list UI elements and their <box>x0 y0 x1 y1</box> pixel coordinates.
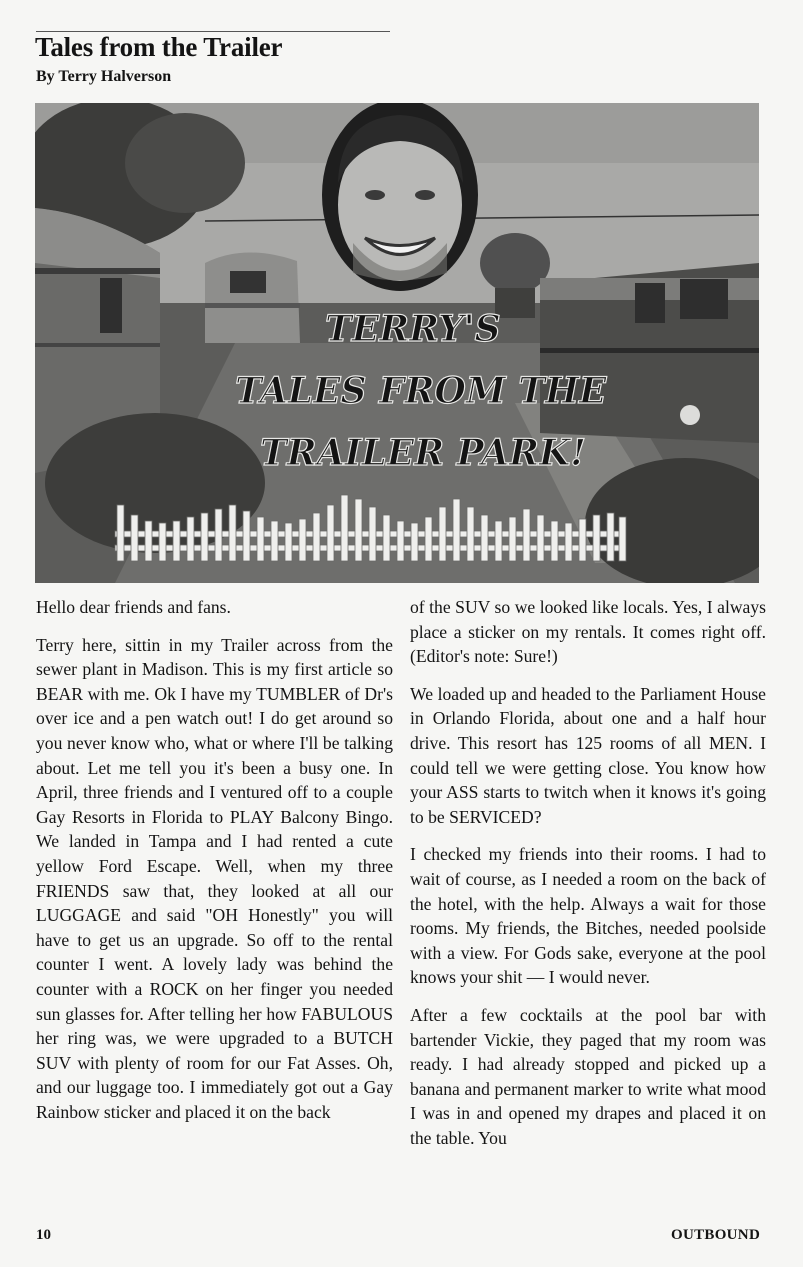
page-number: 10 <box>36 1227 51 1243</box>
column-right <box>410 595 766 1163</box>
column-left <box>36 595 393 1137</box>
article-title: Tales from the Trailer <box>35 32 283 62</box>
trailer-park-photo <box>35 103 759 583</box>
article-byline: By Terry Halverson <box>36 68 172 85</box>
banner-line-2: TALES FROM THE <box>235 370 607 412</box>
paragraph: Terry here, sittin in my Trailer across from the sewer plant in Madison. This is my first article so BEAR with me. Ok I have my TUMBLER of Dr's over ice and a pen watch out! I do get around so you never know who, what or where I'll be talking about. Let me tell you it's been a busy one. In April, three friends and I ventured off to a couple Gay Resorts in Florida to PLAY Balcony Bingo. We landed in Tampa and I had rented a cute yellow Ford Escape. Well, when my three FRIENDS saw that, they looked at all our LUGGAGE and said "OH Honestly" you will have to get us an upgrade. So off to the rental counter I went. A lovely lady was behind the counter with a ROCK on her finger you needed sun glasses for. After telling her how FABULOUS her ring was, we were upgraded to a BUTCH SUV with plenty of room for our Fat Asses. Oh, and our luggage too. I immediately got out a Gay Rainbow sticker and placed it on the back <box>36 634 393 1122</box>
banner-line-3: TRAILER PARK! <box>260 432 587 474</box>
paragraph: We loaded up and headed to the Parliament House in Orlando Florida, about one and a half hour drive. This resort has 125 rooms of all MEN. I could tell we were getting close. You know how your ASS starts to twitch when it knows it's going to be SERVICED? <box>410 683 766 827</box>
paragraph: I checked my friends into their rooms. I had to wait of course, as I needed a room on the back of the hotel, with the help. Always a wait for those rooms. My friends, the Bitches, needed poolside with a view. For Gods sake, everyone at the pool knows your shit — I would never. <box>410 844 766 988</box>
magazine-name: OUTBOUND <box>671 1227 761 1243</box>
paragraph: Hello dear friends and fans. <box>36 597 231 617</box>
paragraph: of the SUV so we looked like locals. Yes, I always place a sticker on my rentals. It comes right off. (Editor's note: Sure!) <box>410 597 766 667</box>
banner-line-1: TERRY'S <box>325 308 501 350</box>
paragraph: After a few cocktails at the pool bar with bartender Vickie, they paged that my room was ready. I had already stopped and picked up a banana and permanent marker to write what mood I was in and opened my drapes and placed it on the table. You <box>410 1004 766 1148</box>
